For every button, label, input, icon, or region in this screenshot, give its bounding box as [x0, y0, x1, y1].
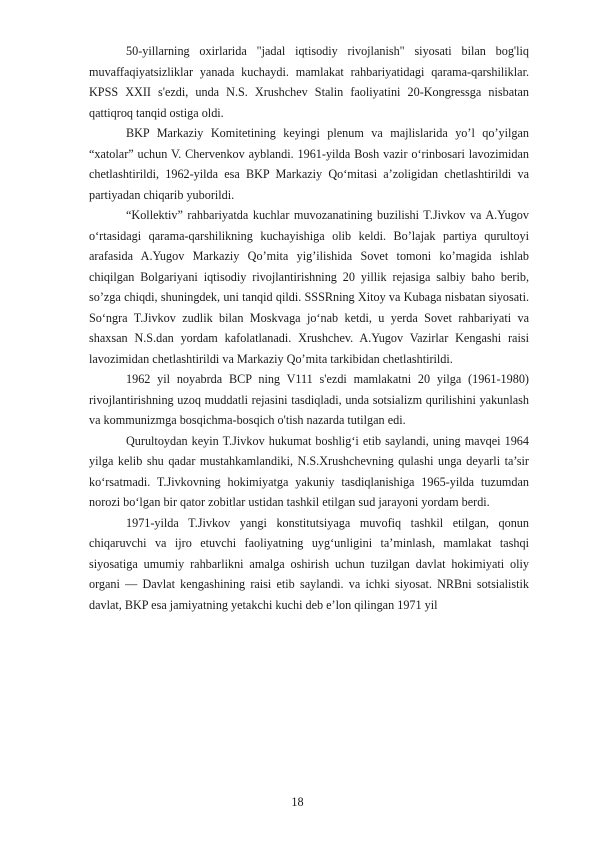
- paragraph: Qurultoydan keyin T.Jivkov hukumat boshlig‘i etib saylandi, uning mavqei 1964 yilga kelib shu qadar mustahkamlandiki, N.S.Xrushchevning qulashi unga deyarli ta’sir ko‘rsatmadi. T.Jivkovning hokimiyatga yakuniy tasdiqlanishiga 1965-yilda tuzumdan norozi bo‘lgan bir qator zobitlar ustidan tashkil etilgan sud jarayoni yordam berdi.: [89, 433, 529, 509]
- page-number: 18: [291, 795, 304, 809]
- paragraph: 1971-yilda T.Jivkov yangi konstitutsiyaga muvofiq tashkil etilgan, qonun chiqaruvchi va ijro etuvchi faoliyatning uyg‘unligini ta’minlash, mamlakat tashqi siyosatiga umumiy rahbarlikni amalga oshirish uchun tuzilgan davlat hokimiyati oliy organi — Davlat kengashining raisi etib saylandi. va ichki siyosat. NRBni sotsialistik davlat, BKP esa jamiyatning yetakchi kuchi deb e’lon qilingan 1971 yil: [89, 515, 529, 612]
- paragraph: 50-yillarning oxirlarida "jadal iqtisodiy rivojlanish" siyosati bilan bog'liq muvaffaqiyatsizliklar yanada kuchaydi. mamlakat rahbariyatidagi qarama-qarshiliklar. KPSS XXII s'ezdi, unda N.S. Xrushchev Stalin faoliyatini 20-Kongressga nisbatan qattiqroq tanqid ostiga oldi.: [89, 44, 529, 120]
- paragraph: 1962 yil noyabrda BCP ning V111 s'ezdi mamlakatni 20 yilga (1961-1980) rivojlantirishning uzoq muddatli rejasini tasdiqladi, unda sotsializm qurilishini yakunlash va kommunizmga bosqichma-bosqich o'tish nazarda tutilgan edi.: [89, 372, 529, 427]
- paragraph: BKP Markaziy Komitetining keyingi plenum va majlislarida yo’l qo’yilgan “xatolar” uchun V. Chervenkov ayblandi. 1961-yilda Bosh vazir o‘rinbosari lavozimidan chetlashtirildi, 1962-yilda esa BKP Markaziy Qo‘mitasi a’zoligidan chetlashtirildi va partiyadan chiqarib yuborildi.: [89, 126, 529, 202]
- paragraph: “Kollektiv” rahbariyatda kuchlar muvozanatining buzilishi T.Jivkov va A.Yugov o‘rtasidagi qarama-qarshilikning kuchayishiga olib keldi. Bo’lajak partiya qurultoyi arafasida A.Yugov Markaziy Qo’mita yig’ilishida Sovet tomoni ko’magida ishlab chiqilgan Bolgariyani iqtisodiy rivojlantirishning 20 yillik rejasiga salbiy baho berib, so’zga chiqdi, shuningdek, uni tanqid qildi. SSSRning Xitoy va Kubaga nisbatan siyosati. So‘ngra T.Jivkov zudlik bilan Moskvaga jo‘nab ketdi, u yerda Sovet rahbariyati va shaxsan N.S.dan yordam kafolatlanadi. Xrushchev. A.Yugov Vazirlar Kengashi raisi lavozimidan chetlashtirildi va Markaziy Qo’mita tarkibidan chetlashtirildi.: [89, 208, 529, 366]
- body-text: [89, 41, 529, 615]
